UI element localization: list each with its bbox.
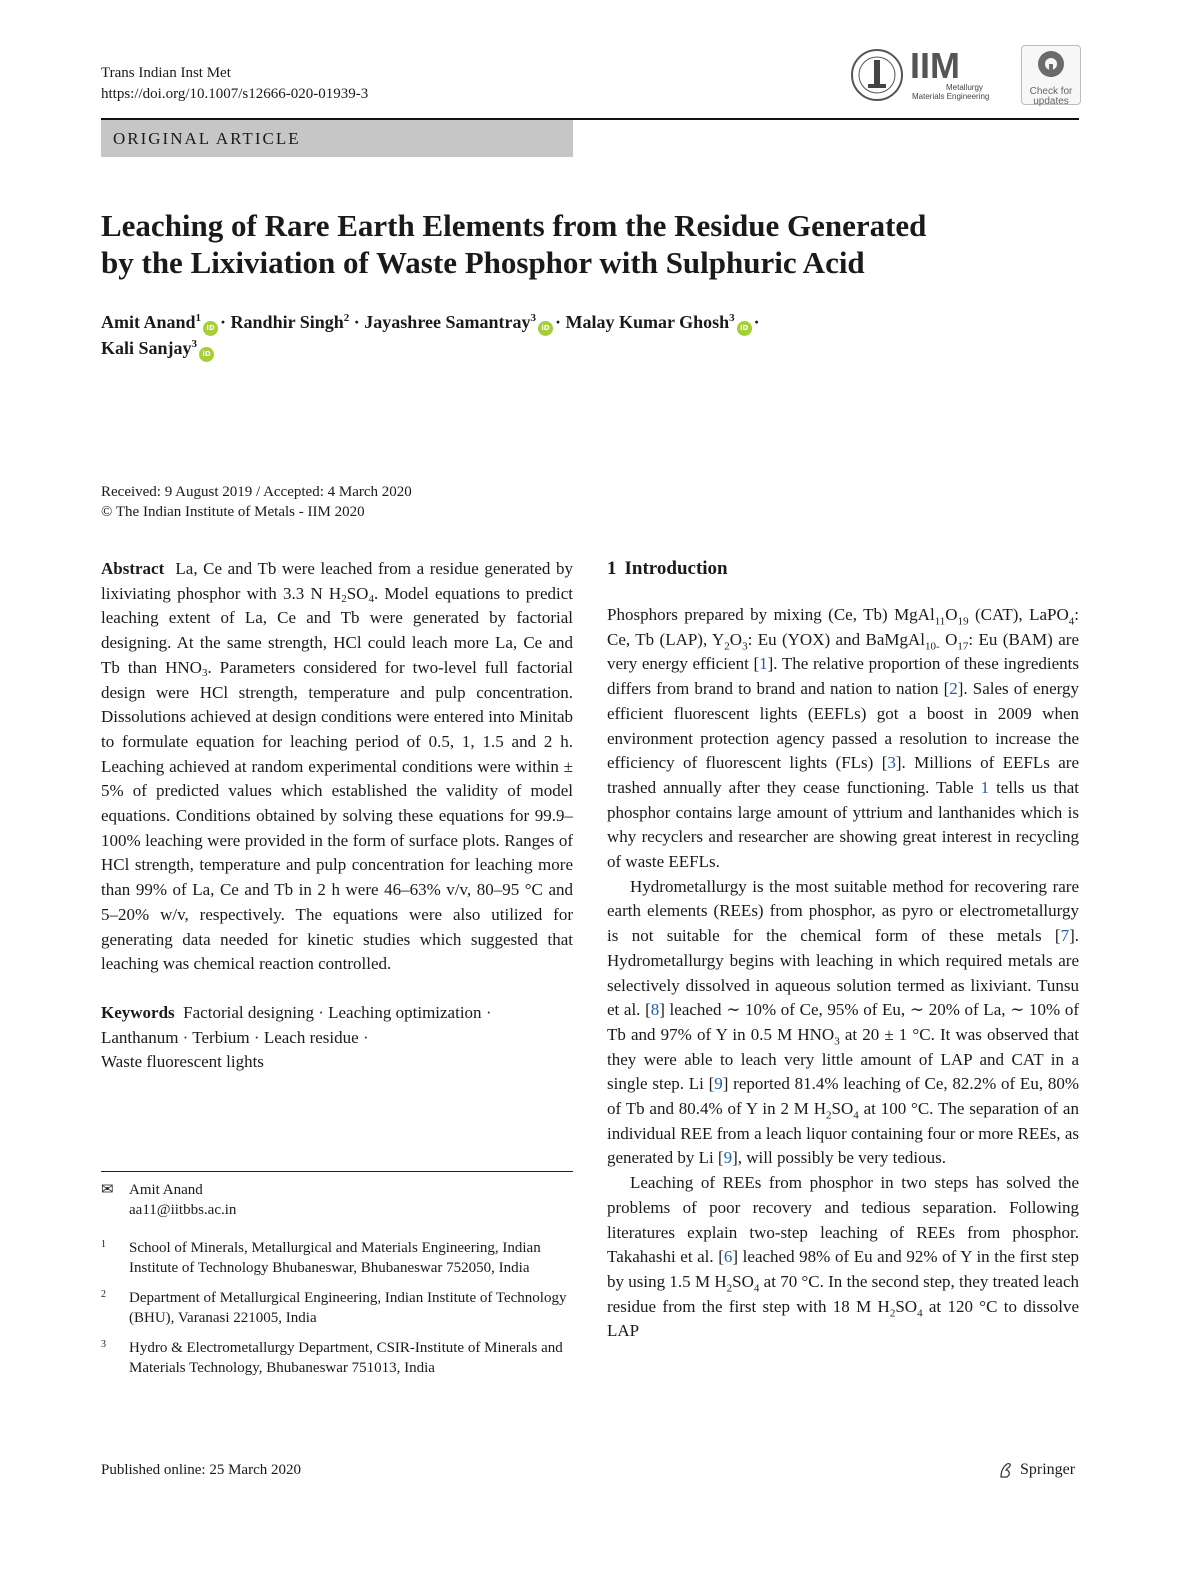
affiliation-3: 3 Hydro & Electrometallurgy Department, CSIR-Institute of Minerals and Materials Technology, Bhubaneswar 751013, India <box>101 1339 563 1376</box>
intro-paragraph-3: Leaching of REEs from phosphor in two steps has solved the problems of poor recovery and tedious separation. Following literatures explain two-step leaching of REEs from phosphor. Takahashi et al. [6] leached 98% of Eu and 92% of Y in the first step by using 1.5 M $H_2SO_4$ at 70 °C. In the second step, they treated leach residue from the first step with 18 M $H_2SO_4$ at 120 °C to dissolve LAP <box>607 1173 1079 1341</box>
keyword[interactable]: Factorial designing <box>183 1002 314 1022</box>
received-accepted: Received: 9 August 2019 / Accepted: 4 March 2020 <box>101 484 412 500</box>
publisher-logo <box>997 1460 1075 1480</box>
doi-link[interactable]: https://doi.org/10.1007/s12666-020-01939-3 <box>101 86 369 102</box>
author-name[interactable]: Amit Anand <box>101 312 196 332</box>
abstract-label: Abstract <box>101 559 165 578</box>
publisher-name: Springer <box>1020 1461 1076 1478</box>
author-name[interactable]: Randhir Singh <box>230 312 344 332</box>
article-dates <box>101 482 412 522</box>
journal-header <box>101 63 368 105</box>
envelope-icon: ✉ <box>101 1182 114 1198</box>
correspondence <box>101 1180 573 1220</box>
section-heading-introduction: 1 Introduction <box>607 558 728 579</box>
corresponding-author: Amit Anand <box>129 1182 203 1198</box>
keywords-label: Keywords <box>101 1002 175 1022</box>
footnote-rule <box>101 1171 573 1172</box>
springer-horse-icon <box>997 1461 1015 1479</box>
orcid-icon[interactable]: iD <box>203 321 218 336</box>
right-column <box>607 557 1079 1344</box>
author-name[interactable]: Malay Kumar Ghosh <box>565 312 730 332</box>
affiliation-1: 1 School of Minerals, Metallurgical and Materials Engineering, Indian Institute of Technology Bhubaneswar, Bhubaneswar 752050, India <box>101 1239 541 1276</box>
citation-link[interactable]: 6 <box>723 1247 733 1267</box>
citation-link[interactable]: 9 <box>723 1148 733 1168</box>
keywords: Keywords Factorial designing · Leaching optimization · Lanthanum · Terbium · Leach residue · Waste fluorescent lights <box>101 1002 492 1072</box>
copyright-line: © The Indian Institute of Metals - IIM 2020 <box>101 504 365 520</box>
check-for-updates-badge[interactable] <box>1021 45 1081 105</box>
keyword[interactable]: Leaching optimization <box>328 1002 482 1022</box>
author-list: Amit Anand$^1$iD · Randhir Singh$^2$ · Jayashree Samantray$^3$iD · Malay Kumar Ghosh$^3$iD · Kali Sanjay$^3$iD <box>101 310 921 362</box>
footnotes <box>101 1180 573 1388</box>
affiliation-2: 2 Department of Metallurgical Engineering, Indian Institute of Technology (BHU), Varanasi 221005, India <box>101 1289 567 1326</box>
left-column <box>101 557 573 1075</box>
intro-paragraph-2: Hydrometallurgy is the most suitable method for recovering rare earth elements (REEs) from phosphor, as pyro or electrometallurgy is not suitable for the chemical form of these metals [7]. Hydrometallurgy begins with leaching in which required metals are selectively dissolved in aqueous solution termed as lixiviant. Tunsu et al. [8] leached ∼ 10% of Ce, 95% of Eu, ∼ 20% of La, ∼ 10% of Tb and 97% of Y in 0.5 M $HNO_3$ at 20 ± 1 °C. It was observed that they were able to leach very little amount of LAP and CAT in a single step. Li [9] reported 81.4% leaching of Ce, 82.2% of Eu, 80% of Tb and 80.4% of Y in 2 M $H_2SO_4$ at 100 °C. The separation of an individual REE from a leach liquor containing four or more REEs, as generated by Li [9], will possibly be very tedious. <box>607 876 1080 1168</box>
iim-logo-text: IIM <box>910 45 960 86</box>
citation-link[interactable]: 1 <box>759 654 768 674</box>
check-updates-icon <box>1022 46 1080 82</box>
corresponding-email[interactable]: aa11@iitbbs.ac.in <box>129 1202 237 1218</box>
author-name[interactable]: Jayashree Samantray <box>364 312 531 332</box>
orcid-icon[interactable]: iD <box>737 321 752 336</box>
journal-name: Trans Indian Inst Met <box>101 65 231 81</box>
paper-title: Leaching of Rare Earth Elements from the Residue Generated by the Lixiviation of Waste Phosphor with Sulphuric Acid <box>101 208 927 280</box>
published-date: Published online: 25 March 2020 <box>101 1462 301 1478</box>
keyword[interactable]: Lanthanum <box>101 1027 179 1047</box>
article-type-banner: ORIGINAL ARTICLE <box>101 120 573 157</box>
keyword[interactable]: Waste fluorescent lights <box>101 1052 264 1072</box>
keyword[interactable]: Leach residue <box>263 1027 359 1047</box>
iim-logo-sub1: Metallurgy <box>946 83 983 92</box>
abstract: Abstract La, Ce and Tb were leached from a residue generated by lixiviating phosphor with 3.3 N $H_2SO_4$. Model equations to predict leaching extent of La, Ce and Tb were generated by factorial designing. At the same strength, HCl could leach more La, Ce and Tb than $HNO_3$. Parameters considered for two-level full factorial design were HCl strength, temperature and pulp concentration. Dissolutions achieved at design conditions were entered into Minitab to formulate equation for leaching period of 0.5, 1, 1.5 and 2 h. Leaching achieved at random experimental conditions were within ± 5% of predicted values which established the validity of model equations. Conditions obtained by solving these equations for 99.9–100% leaching were provided in the form of surface plots. Ranges of HCl strength, temperature and pulp concentration for leaching more than 99% of La, Ce and Tb in 2 h were 46–63% v/v, 80–95 °C and 5–20% w/v, respectively. The equations were also utilized for generating data needed for kinetic studies which suggested that leaching was chemical reaction controlled. <box>101 559 574 974</box>
citation-link[interactable]: 9 <box>714 1074 723 1094</box>
orcid-icon[interactable]: iD <box>199 347 214 362</box>
table-link[interactable]: 1 <box>980 777 990 797</box>
orcid-icon[interactable]: iD <box>538 321 553 336</box>
iim-logo-sub2: Materials Engineering <box>912 92 990 101</box>
check-updates-label: Check for updates <box>1029 86 1073 107</box>
keyword[interactable]: Terbium <box>192 1027 250 1047</box>
citation-link[interactable]: 7 <box>1060 926 1070 946</box>
citation-link[interactable]: 2 <box>949 679 958 699</box>
citation-link[interactable]: 3 <box>887 753 896 773</box>
intro-paragraph-1: Phosphors prepared by mixing (Ce, Tb) $MgAl_{11}O_{19}$ (CAT), LaPO$_4$: Ce, Tb (LAP), $Y_2O_3$: Eu (YOX) and BaMgAl$_{10-}$ $O_{17}$: Eu (BAM) are very energy efficient [1]. The relative proportion of these ingredients differs from brand to brand and nation to nation [2]. Sales of energy efficient fluorescent lights (EEFLs) got a boost in 2009 when environment protection agency passed a resolution to increase the efficiency of fluorescent lights (FLs) [3]. Millions of EEFLs are trashed annually after they cease functioning. Table 1 tells us that phosphor contains large amount of yttrium and lanthanides which is why recyclers and researcher are showing great interest in recycling of waste EEFLs. <box>607 605 1079 872</box>
citation-link[interactable]: 8 <box>650 1000 660 1020</box>
author-name[interactable]: Kali Sanjay <box>101 338 192 358</box>
